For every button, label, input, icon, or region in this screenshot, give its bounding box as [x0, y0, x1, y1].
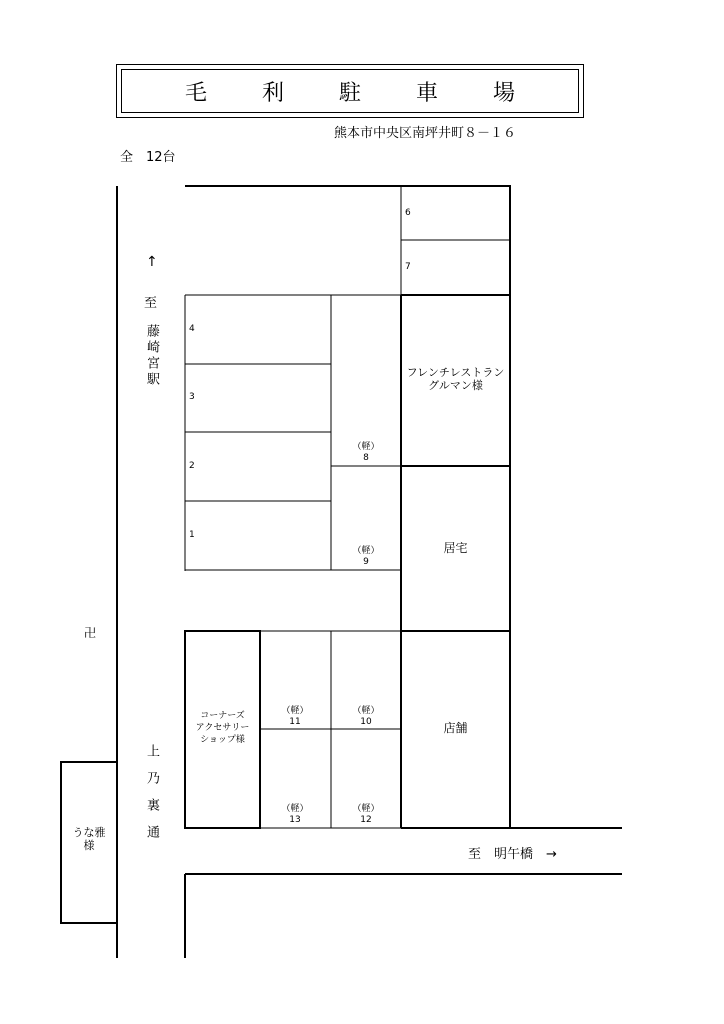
space-11-kei: （軽）: [281, 706, 309, 716]
residence-label: 居宅: [443, 541, 468, 555]
accessory-shop-line1: コーナーズ: [200, 711, 245, 721]
up-arrow-icon: ↑: [146, 254, 158, 270]
accessory-shop-label: [185, 710, 260, 746]
space-6-number: 6: [405, 208, 411, 218]
total-spaces-text: 全 12台: [120, 150, 176, 165]
una-ga-line1: うな雅: [72, 826, 106, 839]
temple-icon: 卍: [84, 626, 97, 640]
space-4-number: 4: [189, 324, 195, 334]
address-text: 熊本市中央区南坪井町８－１６: [334, 126, 517, 141]
space-13-label: [275, 804, 315, 826]
space-12-number: 12: [360, 815, 372, 825]
una-ga-line2: 様: [83, 839, 95, 852]
space-2-number: 2: [189, 461, 195, 471]
space-10-kei: （軽）: [352, 706, 380, 716]
space-9-number: 9: [363, 557, 369, 567]
french-restaurant-line1: フレンチレストラン: [406, 366, 505, 379]
space-3-number: 3: [189, 392, 195, 402]
space-10-label: [346, 706, 386, 728]
accessory-shop-line2: アクセサリー: [195, 723, 250, 733]
accessory-shop-line3: ショップ様: [200, 735, 245, 745]
space-13-number: 13: [289, 815, 301, 825]
french-restaurant-line2: グルマン様: [428, 379, 483, 392]
french-restaurant-label: [401, 366, 510, 392]
page-title: 毛 利 駐 車 場: [185, 80, 539, 106]
space-10-number: 10: [360, 717, 372, 727]
space-12-label: [346, 804, 386, 826]
store-label: 店舗: [443, 721, 468, 735]
space-8-number: 8: [363, 453, 369, 463]
fujisakigu-station-label: 藤崎宮駅: [144, 324, 159, 388]
space-8-label: [346, 442, 386, 464]
una-ga-label: [61, 826, 117, 852]
space-9-label: [346, 546, 386, 568]
space-13-kei: （軽）: [281, 804, 309, 814]
space-11-label: [275, 706, 315, 728]
space-11-number: 11: [289, 717, 301, 727]
space-7-number: 7: [405, 262, 411, 272]
space-1-number: 1: [189, 530, 195, 540]
kaminoura-street-label: 上乃裏通: [144, 744, 159, 852]
space-9-kei: （軽）: [352, 546, 380, 556]
road-to-label: 至: [144, 296, 158, 311]
space-12-kei: （軽）: [352, 804, 380, 814]
space-8-kei: （軽）: [352, 442, 380, 452]
meigobashi-direction-label: 至 明午橋 →: [468, 847, 557, 862]
